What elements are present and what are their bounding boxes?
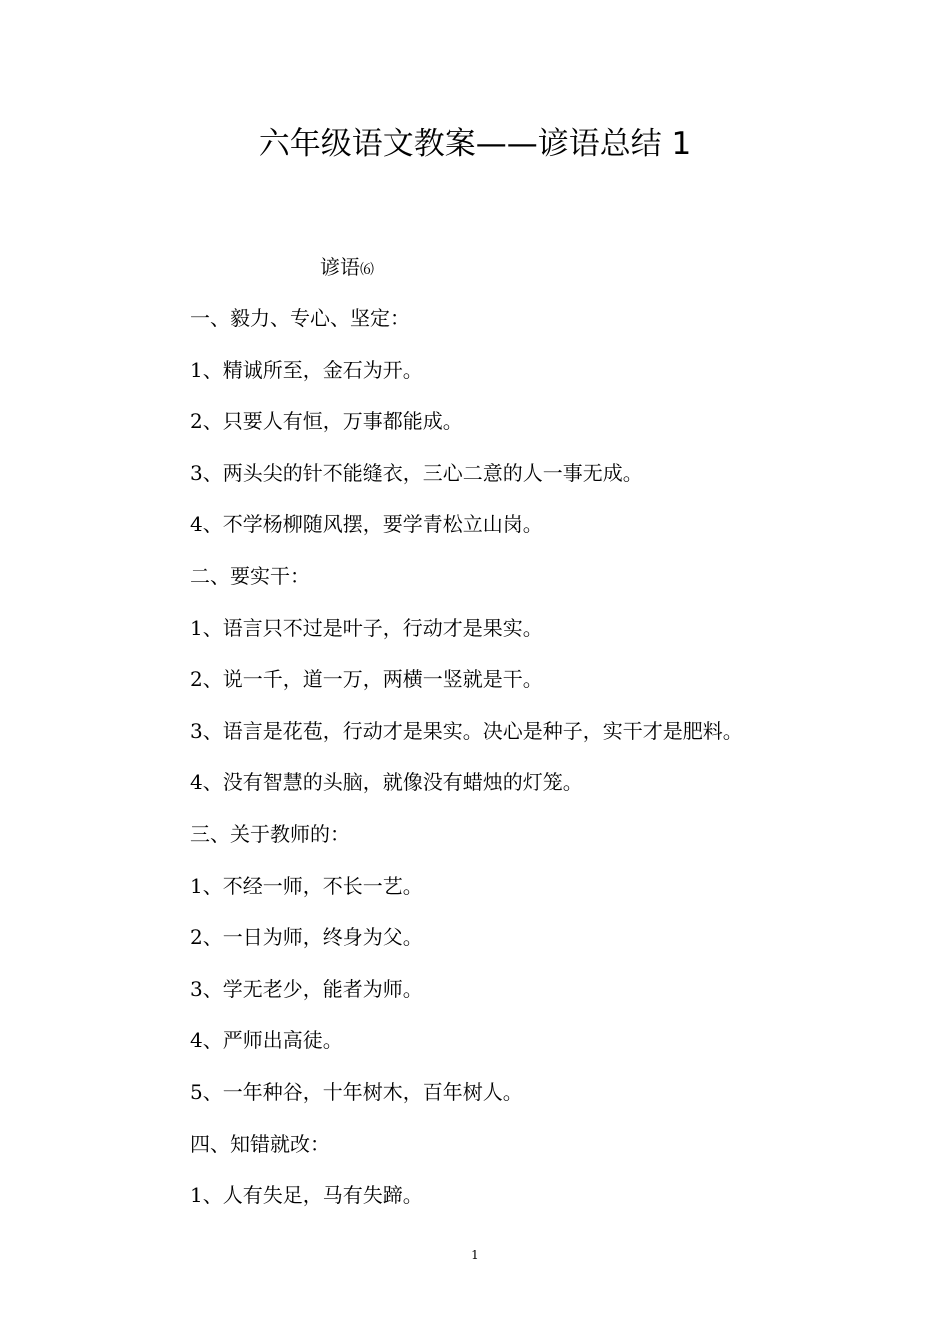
proverb-line: 2、一日为师，终身为父。 (190, 925, 423, 950)
page-number: 1 (471, 1248, 479, 1262)
document-title: 六年级语文教案——谚语总结 1 (258, 126, 692, 162)
heading-line-4: 四、知错就改： (190, 1131, 330, 1156)
heading-line-3: 三、关于教师的： (190, 821, 350, 846)
proverb-line: 3、学无老少，能者为师。 (190, 976, 423, 1001)
proverb-line: 1、人有失足，马有失蹄。 (190, 1183, 423, 1208)
proverb-line: 1、精诚所至，金石为开。 (190, 357, 423, 382)
proverb-line: 1、语言只不过是叶子，行动才是果实。 (190, 615, 543, 640)
subtitle-number: ⑹ (360, 262, 374, 278)
proverb-line: 4、没有智慧的头脑，就像没有蜡烛的灯笼。 (190, 770, 583, 795)
proverb-line: 4、不学杨柳随风摆，要学青松立山岗。 (190, 512, 543, 537)
heading-line-1: 一、毅力、专心、坚定： (190, 306, 410, 330)
proverb-line: 2、说一千，道一万，两横一竖就是干。 (190, 667, 543, 692)
section-subtitle (320, 252, 374, 285)
proverb-line: 2、只要人有恒，万事都能成。 (190, 409, 463, 434)
proverb-line: 3、两头尖的针不能缝衣，三心二意的人一事无成。 (190, 460, 643, 485)
proverb-line: 4、严师出高徒。 (190, 1028, 343, 1053)
subtitle-text: 谚语 (320, 255, 360, 279)
proverb-line: 1、不经一师，不长一艺。 (190, 873, 423, 898)
proverb-line: 3、语言是花苞，行动才是果实。决心是种子，实干才是肥料。 (190, 718, 743, 743)
proverb-list (190, 302, 930, 1231)
heading-line-2: 二、要实干： (190, 563, 310, 588)
proverb-line: 5、一年种谷，十年树木，百年树人。 (190, 1079, 523, 1104)
